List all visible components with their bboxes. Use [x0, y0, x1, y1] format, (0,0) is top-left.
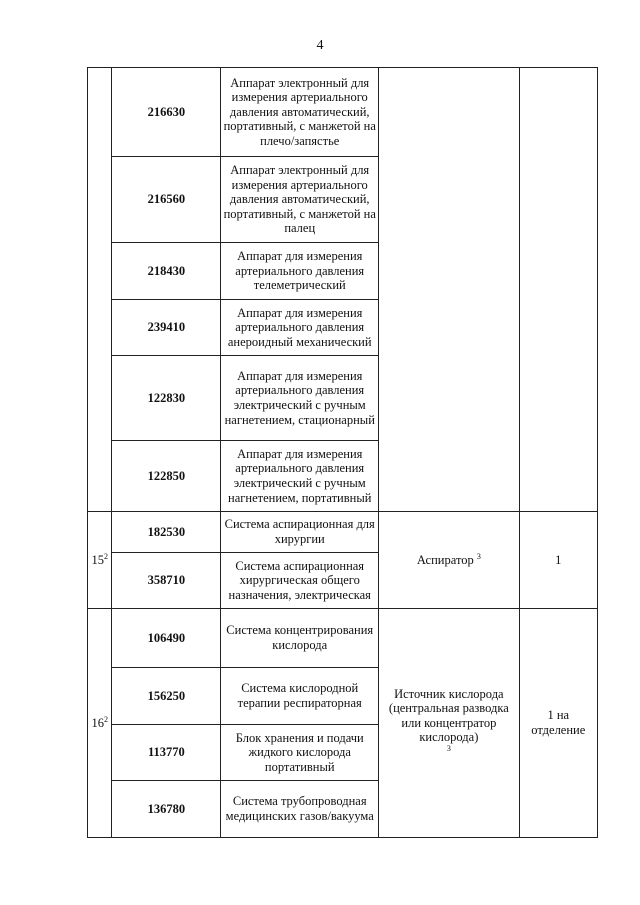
equipment-name-aspirator: Аспиратор $^3$ [379, 512, 519, 609]
page-number: 4 [316, 38, 324, 53]
table-row [88, 609, 598, 668]
device-code: 216630 [112, 68, 221, 157]
device-name: Аппарат для измерения артериального давления анероидный механический [221, 300, 379, 356]
quantity-value: 1 [519, 512, 597, 609]
device-code: 182530 [112, 512, 221, 553]
equipment-table [87, 67, 598, 838]
device-name: Аппарат электронный для измерения артериального давления автоматический, портативный, с манжетой на палец [221, 157, 379, 243]
device-name: Система аспирационная для хирургии [221, 512, 379, 553]
row-number-16: $16^2$ [88, 609, 112, 838]
device-name: Аппарат для измерения артериального давления электрический с ручным нагнетением, портативный [221, 441, 379, 512]
device-name: Система концентрирования кислорода [221, 609, 379, 668]
row-number-15: $15^2$ [88, 512, 112, 609]
table-row [88, 512, 598, 553]
device-code: 358710 [112, 553, 221, 609]
device-code: 136780 [112, 781, 221, 838]
device-code: 216560 [112, 157, 221, 243]
device-name: Система трубопроводная медицинских газов/вакуума [221, 781, 379, 838]
equipment-cell-empty [379, 68, 519, 512]
quantity-value: 1 на отделение [519, 609, 597, 838]
device-code: 113770 [112, 725, 221, 781]
device-name: Аппарат электронный для измерения артериального давления автоматический, портативный, с манжетой на плечо/запястье [221, 68, 379, 157]
device-name: Аппарат для измерения артериального давления электрический с ручным нагнетением, стационарный [221, 356, 379, 441]
device-name: Система кислородной терапии респираторная [221, 668, 379, 725]
device-code: 218430 [112, 243, 221, 300]
device-code: 122850 [112, 441, 221, 512]
device-name: Система аспирационная хирургическая общего назначения, электрическая [221, 553, 379, 609]
device-name: Аппарат для измерения артериального давления телеметрический [221, 243, 379, 300]
table-row [88, 68, 598, 157]
device-name: Блок хранения и подачи жидкого кислорода портативный [221, 725, 379, 781]
row-number-cell-empty [88, 68, 112, 512]
quantity-cell-empty [519, 68, 597, 512]
device-code: 122830 [112, 356, 221, 441]
device-code: 156250 [112, 668, 221, 725]
device-code: 106490 [112, 609, 221, 668]
equipment-name-oxygen-source: Источник кислорода (центральная разводка или концентратор кислорода)$^3$ [379, 609, 519, 838]
device-code: 239410 [112, 300, 221, 356]
